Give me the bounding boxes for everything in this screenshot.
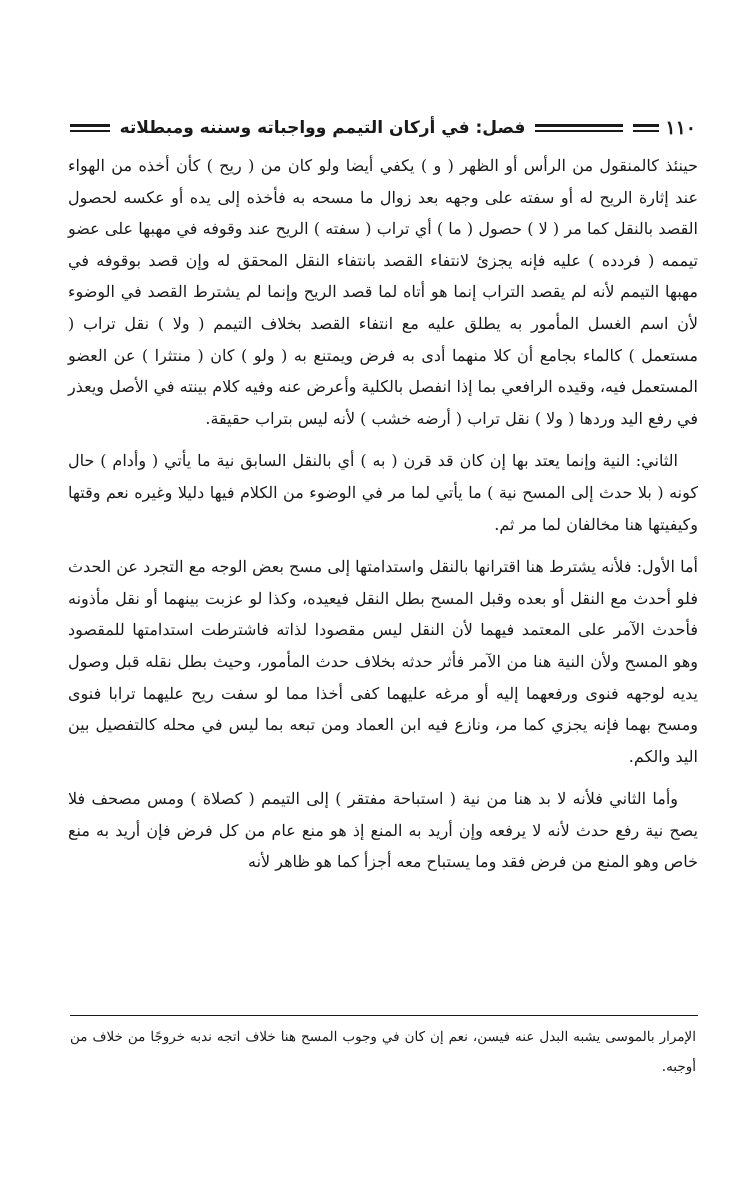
running-header bbox=[70, 108, 696, 148]
main-text bbox=[68, 150, 698, 878]
paragraph: حينئذ كالمنقول من الرأس أو الظهر ( و ) يكفي أيضا ولو كان من ( ريح ) كأن أخذه من الهواء عند إثارة الريح له أو سفته على وجهه بعد زوال ما مسحه به فأخذه إلى يده أو عكسه لحصول القصد بالنقل كما مر ( لا ) حصول ( ما ) أي تراب ( سفته ) الريح عند وقوفه في مهبها على عضو تيممه ( فردده ) عليه فإنه يجزئ لانتفاء القصد بانتفاء النقل المحقق له وإن قصد بوقوفه في مهبها التيمم لأنه لم يقصد التراب إنما هو أتاه لما قصد الريح وإنما لم يشترط القصد في الوضوء لأن اسم الغسل المأمور به يطلق عليه مع انتفاء القصد بخلاف التيمم ( ولا ) نقل تراب ( مستعمل ) كالماء بجامع أن كلا منهما أدى به فرض ويمتنع به ( ولو ) كان ( منتثرا ) عن العضو المستعمل فيه، وقيده الرافعي بما إذا انفصل بالكلية وأعرض عنه وفيه كلام بينته في الأصل ويعذر في رفع اليد وردها ( ولا ) نقل تراب ( أرضه خشب ) لأنه ليس بتراب حقيقة. bbox=[68, 156, 699, 428]
header-rule bbox=[535, 124, 623, 132]
header-rule bbox=[70, 124, 110, 132]
paragraph: وأما الثاني فلأنه لا بد هنا من نية ( استباحة مفتقر ) إلى التيمم ( كصلاة ) ومس مصحف فلا يصح نية رفع حدث لأنه لا يرفعه وإن أريد به المنع إذ هو منع عام من كل فرض فإن أريد به منع خاص وهو المنع من فرض فقد وما يستباح معه أجزأ كما هو ظاهر لأنه bbox=[68, 789, 698, 872]
paragraph: أما الأول: فلأنه يشترط هنا اقترانها بالنقل واستدامتها إلى مسح بعض الوجه مع التجرد عن الحدث فلو أحدث مع النقل أو بعده وقبل المسح بطل النقل فيعيده، وكذا لو عزبت بينهما أو نقل مأذونه فأحدث الآمر على المعتمد فيهما لأن النقل ليس مقصودا لذاته فاشترطت استدامتها للمقصود وهو المسح ولأن النية هنا من الآمر فأثر حدثه بخلاف حدث المأمور، وحيث بطل نقله قبل وصول يديه لوجهه فنوى ورفعهما إليه أو مرغه عليهما كفى أخذا مما لو سفت ريح عليهما ترابا فنوى ومسح بهما فإنه يجزي كما مر، ونازع فيه ابن العماد ومن تبعه بما ليس في محله كالتفصيل بين اليد والكم. bbox=[68, 557, 698, 766]
footnote bbox=[70, 1022, 696, 1082]
header-rule bbox=[633, 124, 659, 132]
running-title: فصل: في أركان التيمم وواجباته وسننه ومبطلاته bbox=[119, 118, 526, 138]
page-number: ١١٠ bbox=[665, 117, 696, 139]
paragraph: الثاني: النية وإنما يعتد بها إن كان قد قرن ( به ) أي بالنقل السابق نية ما يأتي ( وأدام ) حال كونه ( بلا حدث إلى المسح نية ) ما يأتي لما مر في الوضوء من الكلام فيها دليلا وغيره نعم وقتها وكيفيتها هنا مخالفان لما مر ثم. bbox=[68, 451, 698, 534]
footnote-text: الإمرار بالموسى يشبه البدل عنه فيسن، نعم إن كان في وجوب المسح هنا خلاف اتجه ندبه خروجًا من خلاف من أوجبه. bbox=[70, 1029, 696, 1075]
footnote-separator bbox=[70, 1015, 698, 1016]
